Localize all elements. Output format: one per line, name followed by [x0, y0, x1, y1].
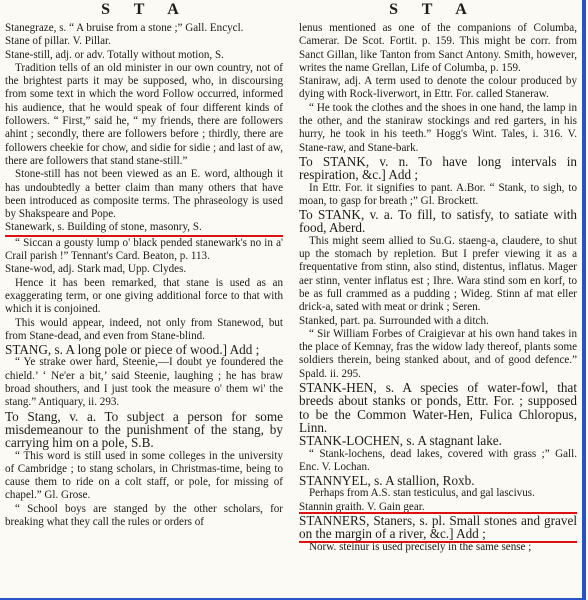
quote-stank-lochens: “ Stank-lochens, dead lakes, covered with grass ;” Gall. Enc. V. Lochan. — [299, 447, 577, 473]
paragraph-staeng: This might seem allied to Su.G. staeng-a, claudere, to shut up the stomach by repletion. But I prefer viewing it as a frequentative from stinn, also stind, distentus, inflatus. Mager aer stinn, venter inflatus est ; Ihre. Wara stind som en korf, to be as full crammed as a pudding ; Wideg. Stinn af mat eller drick-a, sated with meat or drink ; Seren. — [299, 234, 577, 314]
entry-stanked: Stanked, part. pa. Surrounded with a ditch. — [299, 314, 489, 327]
quote-siccan: “ Siccan a gousty lump o' black pended stanewark's no in a' Crail parish !” Tennant's Card. Beaton, p. 113. — [5, 236, 283, 263]
paragraph-stone-still: Stone-still has not been viewed as an E. word, although it has undoubtedly a better claim than many others that have been introduced as composite terms. The phraseology is used by Shakspeare and Pope. — [5, 168, 283, 221]
entry-stane-of-pillar: Stane of pillar. V. Pillar. — [5, 35, 111, 48]
paragraph-ettr-pant: In Ettr. For. it signifies to pant. A.Bor. “ Stank, to sigh, to moan, to gasp for breath ;” Gl. Brockett. — [299, 181, 577, 207]
entry-stane-still: Stane-still, adj. or adv. Totally without motion, S. — [5, 48, 224, 61]
left-running-header: S T A — [101, 1, 189, 18]
right-column — [299, 22, 577, 600]
right-running-header: S T A — [389, 1, 477, 18]
paragraph-tradition: Tradition tells of an old minister in our own country, not of the brightest parts it may be supposed, who, in discoursing from some text in which the word Follow occurred, informed his audience, that he would speak of four different kinds of followers. “ First,” said he, “ my friends, there are followers ahint ; secondly, there are followers before ; thirdly, there are followers cheekie for chow, and sidie for sidie ; and last of aw, there are followers that stand stane-still.” — [5, 61, 283, 167]
entry-stank-lochen: STANK-LOCHEN, s. A stagnant lake. — [299, 433, 502, 449]
entry-stanegraze: Stanegraze, s. “ A bruise from a stone ;” Gall. Encycl. — [5, 22, 244, 34]
entry-stane-wod: Stane-wod, adj. Stark mad, Upp. Clydes. — [5, 263, 187, 276]
entry-stang: STANG, s. A long pole or piece of wood.] Add ; — [5, 342, 260, 358]
entry-stank-hen: STANK-HEN, s. A species of water-fowl, that breeds about stanks or ponds, Ettr. For. ; supposed to be the Common Water-Hen, Fulica Chloropus, Linn. — [299, 380, 577, 435]
quote-clothes-shoes: “ He took the clothes and the shoes in one hand, the lamp in the other, and the staniraw stockings and red garters, in his hurry, he took in his teeth.” Hogg's Wint. Tales, i. 316. V. Stane-raw, and Stane-bark. — [299, 101, 577, 154]
quote-steenie: “ Ye strake ower hard, Steenie,—I doubt ye foundered the chield.’ ‘ Ne'er a bit,’ said Steenie, laughing ; he has braw broad shouthers, and I just took the measure o' them wi' the stang.” Antiquary, ii. 293. — [5, 356, 283, 409]
quote-craigievar: “ Sir William Forbes of Craigievar at his own hand takes in the place of Kemnay, fras the widow lady thereof, plants some soldiers therein, being stanked about, and of good defence.” Spald. ii. 295. — [299, 327, 577, 380]
paragraph-stane-dead: This would appear, indeed, not only from Stanewod, but from Stane-dead, and even from Stane-blind. — [5, 316, 283, 342]
quote-school-boys: “ School boys are stanged by the other scholars, for breaking what they call the rules or orders of — [5, 502, 283, 528]
quote-cambridge: “ This word is still used in some colleges in the university of Cambridge ; to stang scholars, in Christmas-time, being to cause them to ride on a colt staff, or pole, for missing of chapel.” Gl. Grose. — [5, 449, 283, 502]
left-column — [5, 22, 283, 600]
entry-stanewark-highlighted: Stanewark, s. Building of stone, masonry, S. — [5, 221, 283, 236]
paragraph-norw-steinur: Norw. steinur is used precisely in the same sense ; — [309, 540, 532, 553]
entry-stanners-highlighted: STANNERS, Staners, s. pl. Small stones and gravel on the margin of a river, &c.] Add ; — [299, 512, 577, 542]
entry-stannyel: STANNYEL, s. A stallion, Roxb. — [299, 473, 475, 489]
entry-to-stang: To Stang, v. a. To subject a person for some misdemeanour to the punishment of the stang, by carrying him on a pole, S.B. — [5, 408, 283, 451]
paragraph-stan-testiculus: Perhaps from A.S. stan testiculus, and gal lascivus. — [309, 487, 535, 500]
paragraph-exaggerating: Hence it has been remarked, that stane is used as an exaggerating term, or one giving additional force to that with which it is conjoined. — [5, 276, 283, 316]
paragraph-lenus: lenus mentioned as one of the companions of Columba, Camerar. De Scot. Fortit. p. 159. This might be corr. from Sanct Gillan, like Tanton from Sanct Antony. Smith, however, writes the name Grellan, Life of Columba, p. 159. — [299, 22, 577, 74]
entry-staniraw: Staniraw, adj. A term used to denote the colour produced by dying with Rock-liverwort, in Ettr. For. called Staneraw. — [299, 75, 577, 101]
entry-to-stank-vn: To STANK, v. n. To have long intervals in respiration, &c.] Add ; — [299, 153, 577, 183]
entry-stannin-graith: Stannin graith. V. Gain gear. — [299, 500, 425, 513]
entry-to-stank-va: To STANK, v. a. To fill, to satisfy, to satiate with food, Aberd. — [299, 207, 577, 236]
